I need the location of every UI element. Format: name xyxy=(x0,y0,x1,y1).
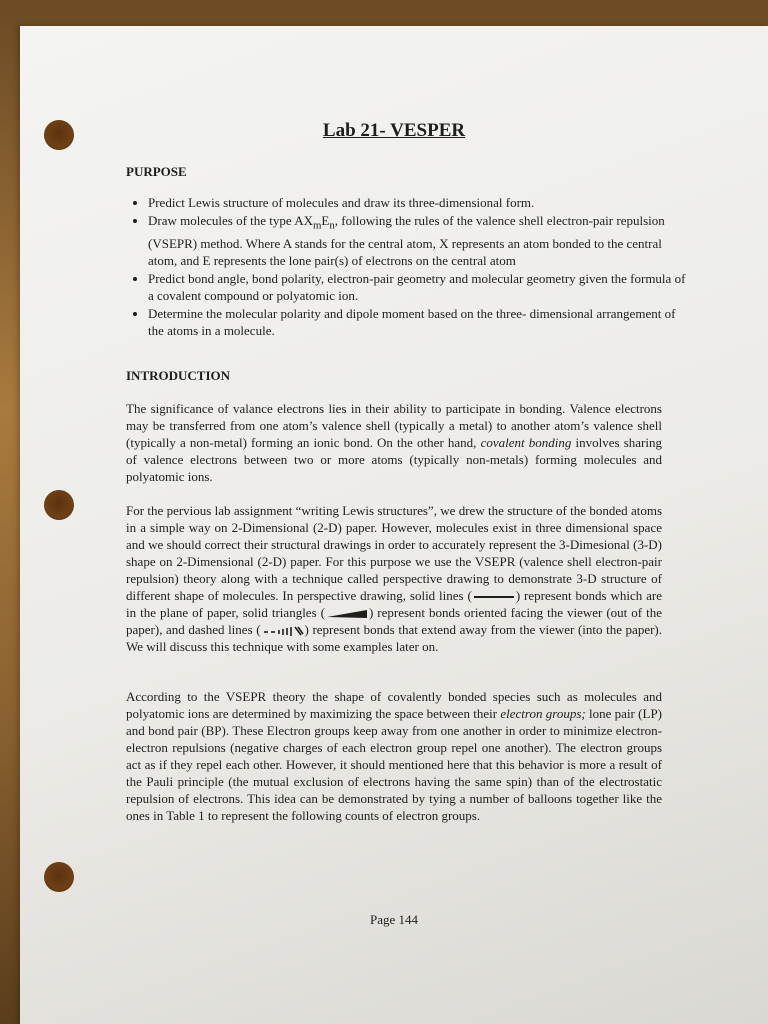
list-item-text: , following the rules of the valence shell electron-pair repulsion (VSEPR) method. Where A stands for the central atom, X represents an atom bonded to the central atom, and E represents the lone pair(s) of electrons on the central atom xyxy=(148,213,665,268)
list-item-text: E xyxy=(321,213,330,228)
list-item: • Predict bond angle, bond polarity, electron-pair geometry and molecular geometry given the formula of a covalent compound or polyatomic ion. xyxy=(148,270,688,304)
paragraph-text: ) represent bonds which are in the plane of paper, solid triangles ( xyxy=(126,588,662,620)
paragraph-text: For the pervious lab assignment “writing Lewis structures”, we drew the structure of the bonded atoms in a simple way on 2-Dimensional (2-D) paper. However, molecules exist in three dimensional space and we should correct their structural drawings in order to accurately represent the 3-Dimesional (3-D) shape on 2-Dimensional (2-D) paper. For this purpose we use the VSEPR (valence shell electron-pair repulsion) theory along with a technique called perspective drawing to demonstrate 3-D structure of different shape of molecules. In perspective drawing, solid lines ( xyxy=(126,503,662,603)
binder-hole xyxy=(44,862,74,892)
introduction-heading: INTRODUCTION xyxy=(126,368,231,383)
dashed-bond-icon xyxy=(261,625,305,637)
purpose-list xyxy=(124,194,688,340)
emphasis-text: electron groups; xyxy=(500,706,586,721)
paragraph-text: involves sharing of valence electrons between two or more atoms (typically non-metals) forming molecules and polyatomic ions. xyxy=(126,435,662,484)
document-page xyxy=(20,26,768,1024)
paragraph-text: The significance of valance electrons lies in their ability to participate in bonding. Valence electrons may be transferred from one atom’s valence shell (typically a metal) to another atom’s valence shell (typically a non-metal) forming an ionic bond. On the other hand, xyxy=(126,401,662,450)
paragraph-text: According to the VSEPR theory the shape of covalently bonded species such as molecules and polyatomic ions are determined by maximizing the space between their xyxy=(126,689,662,721)
page-number: Page 144 xyxy=(369,912,419,927)
list-item-text: Draw molecules of the type AX xyxy=(148,213,313,228)
purpose-heading: PURPOSE xyxy=(126,164,187,179)
intro-paragraph-3 xyxy=(126,688,662,824)
intro-paragraph-2 xyxy=(126,502,662,655)
list-item xyxy=(148,212,688,269)
binder-hole xyxy=(44,490,74,520)
intro-paragraph-1 xyxy=(126,400,662,485)
paragraph-text: ) represent bonds oriented facing the viewer (out of the paper), and dashed lines ( xyxy=(126,605,662,637)
paragraph-text: lone pair (LP) and bond pair (BP). These Electron groups keep away from one another in order to minimize electron-electron repulsions (negative charges of each electron group repel one another). The electron groups act as if they repel each other. However, it should mentioned here that this behavior is more a result of the Pauli principle (the mutual exclusion of electrons having the same spin) than of the electrostatic repulsion of electrons. This idea can be demonstrated by tying a number of balloons together like the ones in Table 1 to represent the following counts of electron groups. xyxy=(126,706,662,823)
list-item: • Predict Lewis structure of molecules and draw its three-dimensional form. xyxy=(148,194,688,211)
emphasis-text: covalent bonding xyxy=(480,435,572,450)
subscript-m: m xyxy=(312,219,322,232)
wedge-bond-icon xyxy=(325,608,369,620)
document-title: Lab 21- VESPER xyxy=(322,120,466,141)
solid-line-bond-icon xyxy=(472,593,516,601)
paragraph-text: ) represent bonds that extend away from the viewer (into the paper). We will discuss this technique with some examples later on. xyxy=(126,622,662,654)
subscript-n: n xyxy=(329,219,335,232)
list-item: • Determine the molecular polarity and dipole moment based on the three- dimensional arrangement of the atoms in a molecule. xyxy=(148,305,688,339)
